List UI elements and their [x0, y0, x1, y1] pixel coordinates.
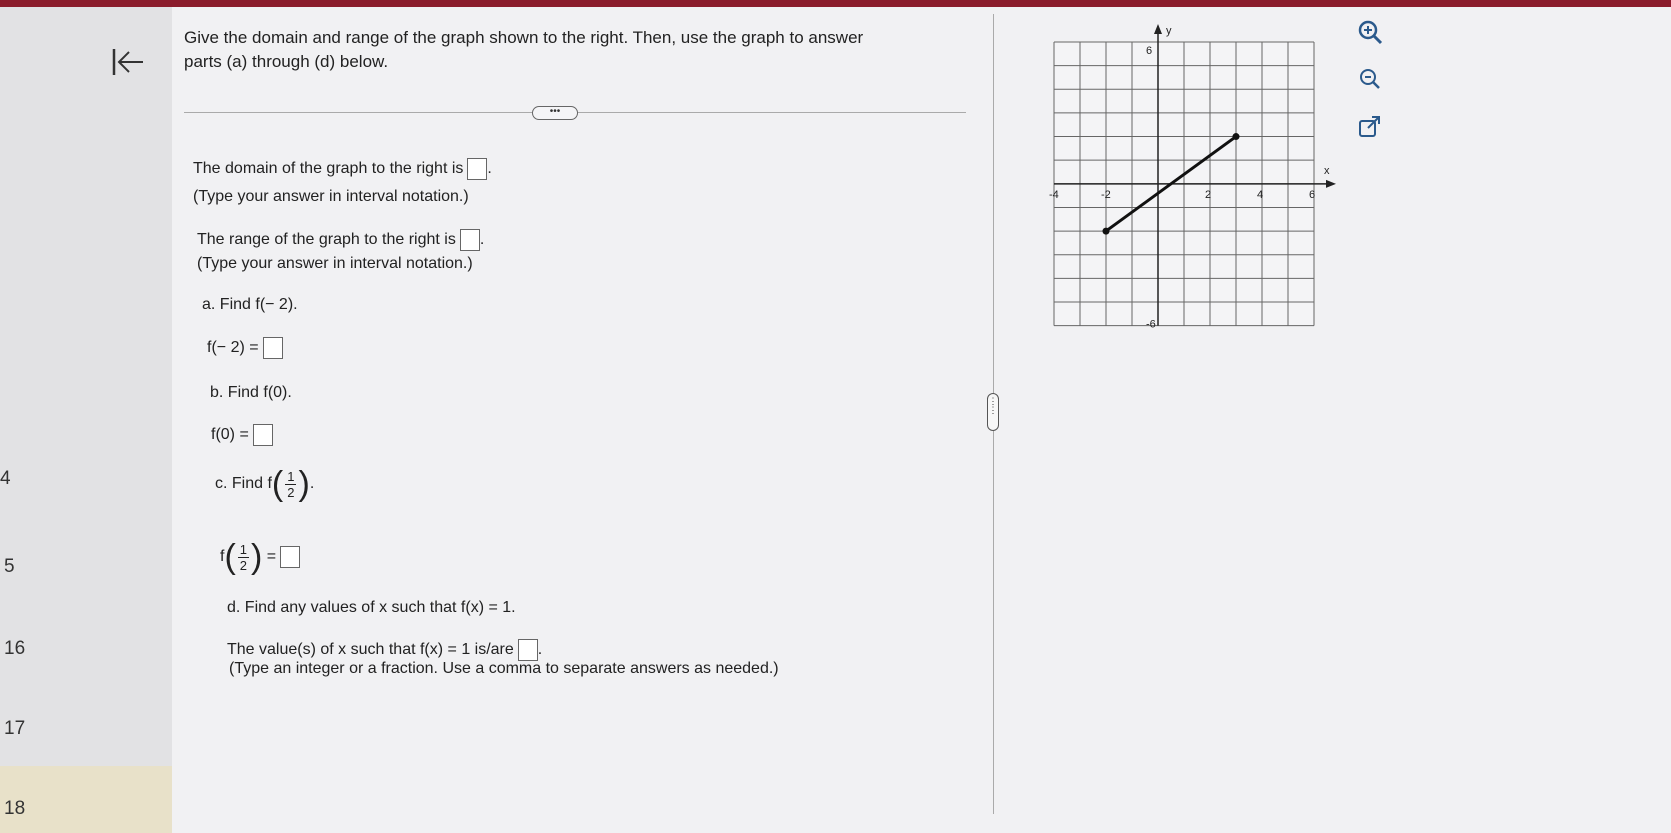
part-b-text: Find f(0).: [227, 384, 292, 401]
more-options-button[interactable]: •••: [532, 106, 578, 120]
part-b-prompt: [210, 384, 292, 402]
part-b-answer-label: f(0) =: [211, 426, 249, 444]
part-c-answer-input[interactable]: [280, 546, 300, 568]
part-c-answer-prefix: f: [220, 548, 225, 566]
y-axis-arrow: [1154, 24, 1162, 34]
part-d-answer-text: The value(s) of x such that f(x) = 1 is/are: [227, 641, 514, 659]
part-d-label: d.: [227, 599, 241, 616]
question-instructions: [184, 26, 863, 74]
part-a-label: a.: [202, 296, 216, 313]
part-d-hint: (Type an integer or a fraction. Use a comma to separate answers as needed.): [229, 660, 779, 677]
question-number-18[interactable]: 18: [4, 798, 26, 819]
question-number-5[interactable]: 5: [4, 556, 15, 577]
y-tick-label: 6: [1146, 45, 1153, 57]
collapse-left-icon: [110, 46, 146, 78]
segment-end-point: [1233, 133, 1240, 140]
part-b-answer: [211, 424, 273, 446]
part-b-label: b.: [210, 384, 224, 401]
segment-start-point: [1103, 228, 1110, 235]
question-number-4[interactable]: 4: [0, 468, 11, 489]
part-c-answer: f( $\frac{1}{2}$ ) =: [220, 540, 300, 574]
x-tick-label: -4: [1049, 188, 1059, 201]
part-d-text: Find any values of x such that f(x) = 1.: [244, 599, 516, 616]
domain-hint: (Type your answer in interval notation.): [193, 188, 469, 205]
x-axis-label: x: [1324, 164, 1330, 177]
range-text: The range of the graph to the right is: [197, 231, 456, 249]
collapse-sidebar-button[interactable]: [110, 46, 146, 84]
domain-answer-input[interactable]: [467, 158, 487, 180]
y-tick-label: -6: [1146, 318, 1156, 331]
question-list-sidebar: [0, 7, 172, 833]
part-a-text: Find f(− 2).: [219, 296, 298, 313]
question-number-17[interactable]: 17: [4, 718, 26, 739]
instructions-line-2: parts (a) through (d) below.: [184, 52, 389, 71]
part-b-answer-input[interactable]: [253, 424, 273, 446]
part-a-answer-input[interactable]: [263, 337, 283, 359]
part-c-fraction: $\frac{1}{2}$: [287, 468, 295, 500]
range-question: The range of the graph to the right is .: [197, 229, 484, 251]
x-tick-label: 4: [1257, 188, 1264, 201]
zoom-in-icon: [1355, 17, 1385, 47]
part-a-answer: [207, 337, 283, 359]
part-d-answer: The value(s) of x such that f(x) = 1 is/are .: [227, 639, 542, 661]
part-d-answer-input[interactable]: [518, 639, 538, 661]
x-tick-label: 2: [1205, 188, 1212, 201]
part-c-prompt: c. Find f( $\frac{1}{2}$ ).: [215, 465, 315, 503]
range-hint: (Type your answer in interval notation.): [197, 255, 473, 272]
part-c-answer-fraction: $\frac{1}{2}$: [239, 541, 248, 573]
zoom-in-button[interactable]: [1355, 17, 1385, 47]
question-content-area: [172, 7, 1671, 833]
question-number-16[interactable]: 16: [4, 638, 26, 659]
part-d-prompt: [227, 599, 516, 617]
instructions-line-1: Give the domain and range of the graph shown to the right. Then, use the graph to answer: [184, 28, 864, 47]
range-answer-input[interactable]: [460, 229, 480, 251]
top-accent-bar: [0, 0, 1671, 7]
part-c-text: Find f: [231, 475, 272, 493]
domain-question: The domain of the graph to the right is .: [193, 158, 492, 180]
zoom-out-button[interactable]: [1355, 64, 1385, 94]
x-axis-arrow: [1326, 180, 1336, 188]
part-c-label: c.: [215, 475, 228, 493]
part-c-answer-eq: =: [266, 548, 277, 566]
zoom-out-icon: [1355, 64, 1385, 94]
part-a-answer-label: f(− 2) =: [207, 339, 259, 357]
panel-resize-handle[interactable]: ⋮ ⋮: [987, 393, 999, 431]
y-axis-label: y: [1166, 25, 1172, 37]
x-tick-label: -2: [1101, 188, 1111, 201]
domain-text: The domain of the graph to the right is: [193, 160, 464, 178]
part-a-prompt: [202, 296, 298, 314]
popout-button[interactable]: [1355, 112, 1385, 142]
external-link-icon: [1355, 112, 1385, 142]
function-graph: [1040, 22, 1350, 331]
x-tick-label: 6: [1309, 188, 1316, 201]
